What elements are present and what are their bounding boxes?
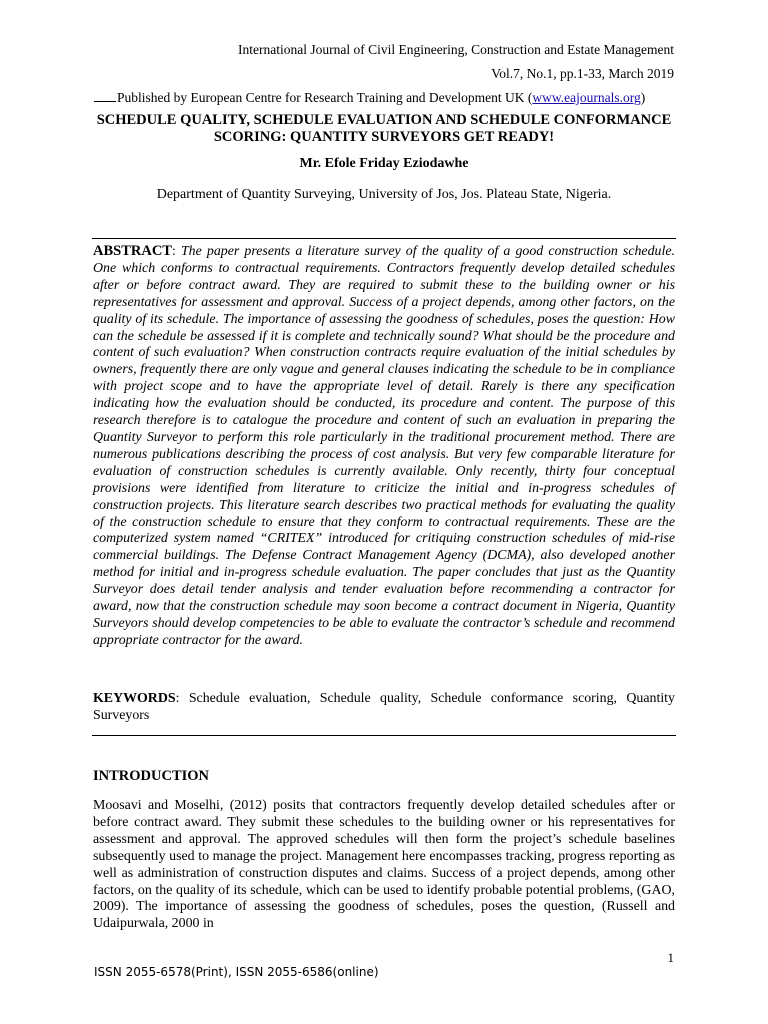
abstract-label: ABSTRACT xyxy=(93,243,172,259)
introduction-paragraph: Moosavi and Moselhi, (2012) posits that contractors frequently develop detailed schedules after or before contract award. They submit these schedules to the building owner or his representatives for assessment and approval. The approved schedules will then form the project’s schedule baselines subsequently used to manage the project. Management here encompasses tracking, progress reporting as well as administration of construction disputes and claims. Success of a project depends, among other factors, on the quality of its schedule, which can be used to identify probable potential problems, (GAO, 2009). The importance of assessing the goodness of schedules, poses the question, (Russell and Udaipurwala, 2000 in xyxy=(93,798,675,932)
journal-name: International Journal of Civil Engineering, Construction and Estate Management xyxy=(237,42,674,57)
publisher-line xyxy=(94,89,645,106)
author-name: Mr. Efole Friday Eziodawhe xyxy=(299,156,469,171)
volume-info: Vol.7, No.1, pp.1-33, March 2019 xyxy=(491,66,674,81)
abstract-separator: : xyxy=(171,244,181,259)
abstract xyxy=(93,243,675,650)
paper-title: SCHEDULE QUALITY, SCHEDULE EVALUATION AND SCHEDULE CONFORMANCE SCORING: QUANTITY SURVEYORS GET READY! xyxy=(96,112,672,145)
page-number: 1 xyxy=(667,950,674,965)
abstract-section xyxy=(92,238,676,736)
header-rule xyxy=(94,89,116,102)
keywords-text: Schedule evaluation, Schedule quality, Schedule conformance scoring, Quantity Surveyors xyxy=(93,691,675,723)
keywords xyxy=(93,690,675,724)
keywords-separator: : xyxy=(175,691,189,706)
section-heading-introduction: INTRODUCTION xyxy=(93,768,210,784)
publisher-link[interactable]: www.eajournals.org xyxy=(532,90,641,105)
publisher-text: Published by European Centre for Research Training and Development UK ( xyxy=(117,90,533,105)
abstract-body: The paper presents a literature survey of the quality of a good construction schedule. One which conforms to contractual requirements. Contractors frequently develop detailed schedules after or before contract award. They are required to submit these to the building owner or his representatives for assessment and approval. Success of a project depends, among other factors, on the quality of its schedule. The importance of assessing the goodness of schedules, poses the question: How can the schedule be assessed if it is complete and technically sound? What should be the procedure and content of such evaluation? When construction contracts require evaluation of the initial schedules by owners, frequently there are only vague and general clauses indicating the schedule to be in compliance with project scope and to have the appropriate level of detail. Rarely is there any specification indicating how the evaluation should be conducted, its procedure and content. The purpose of this research therefore is to catalogue the procedure and content of such an evaluation in preparing the Quantity Surveyor to perform this role particularly in the traditional procurement method. There are numerous publications describing the process of cost analysis. But very few comparable literature for evaluation of construction schedules is currently available. Only recently, thirty four conceptual provisions were identified from literature to criticize the initial and in-progress schedules of construction projects. This literature search describes two practical methods for evaluating the quality of the construction schedule to ensure that they conform to contractual requirements. These are the computerized system named “CRITEX” introduced for critiquing construction schedules of mid-rise commercial buildings. The Defense Contract Management Agency (DCMA), also developed another method for initial and in-progress schedule evaluation. The paper concludes that just as the Quantity Surveyor does detail tender analysis and tender evaluation before recommending a contractor for award, now that the construction schedule may soon become a contract document in Nigeria, Quantity Surveyors should develop competencies to be able to evaluate the contractor’s schedule and recommend appropriate contractor for the award. xyxy=(93,244,675,648)
publisher-suffix: ) xyxy=(640,90,646,105)
footer-issn: ISSN 2055-6578(Print), ISSN 2055-6586(online) xyxy=(94,965,379,979)
author-affiliation: Department of Quantity Surveying, University of Jos, Jos. Plateau State, Nigeria. xyxy=(156,187,612,202)
keywords-label: KEYWORDS xyxy=(93,691,176,706)
